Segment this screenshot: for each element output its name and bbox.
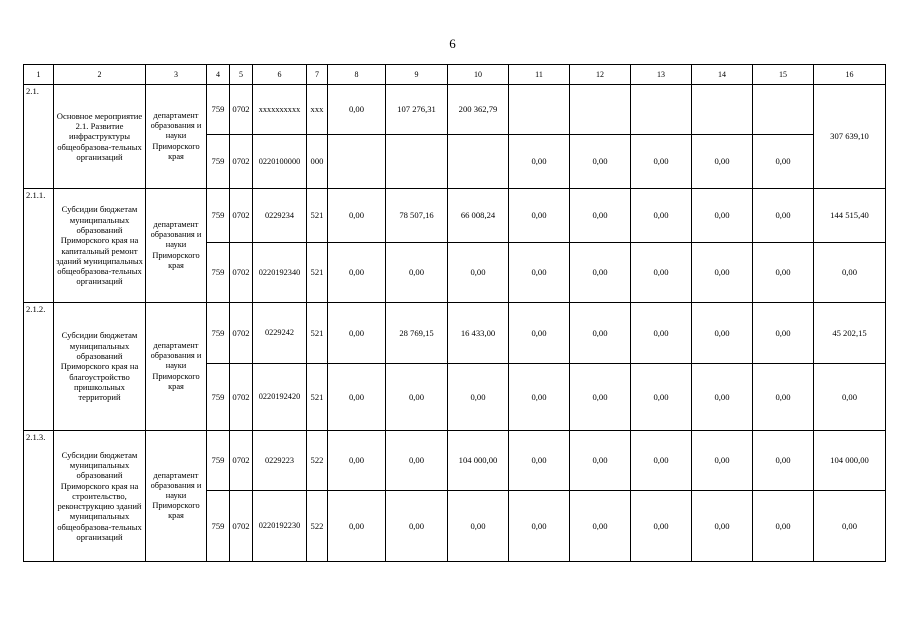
cell-value xyxy=(448,135,509,189)
column-header: 3 xyxy=(146,65,207,85)
column-header: 8 xyxy=(328,65,386,85)
cell-value: 0,00 xyxy=(386,491,448,562)
cell-value xyxy=(386,135,448,189)
cell-expense-type: 521 xyxy=(307,303,328,364)
item-number: 2.1.2. xyxy=(24,303,54,431)
cell-grbs: 759 xyxy=(207,189,230,243)
cell-value: 0,00 xyxy=(509,491,570,562)
cell-value: 0,00 xyxy=(509,431,570,491)
cell-total: 307 639,10 xyxy=(814,85,886,189)
cell-section-code: 0702 xyxy=(230,491,253,562)
cell-expense-type: 522 xyxy=(307,431,328,491)
cell-value xyxy=(570,85,631,135)
cell-expense-type: 521 xyxy=(307,189,328,243)
cell-value: 0,00 xyxy=(692,431,753,491)
cell-section-code: 0702 xyxy=(230,431,253,491)
cell-grbs: 759 xyxy=(207,431,230,491)
cell-value: 78 507,16 xyxy=(386,189,448,243)
column-header: 6 xyxy=(253,65,307,85)
cell-total: 104 000,00 xyxy=(814,431,886,491)
cell-value: 0,00 xyxy=(328,243,386,303)
cell-value: 0,00 xyxy=(328,189,386,243)
cell-value: 0,00 xyxy=(386,431,448,491)
column-header: 1 xyxy=(24,65,54,85)
cell-section-code: 0702 xyxy=(230,135,253,189)
cell-grbs: 759 xyxy=(207,85,230,135)
item-name: Субсидии бюджетам муниципальных образований Приморского края на благоустройство пришкольных территорий xyxy=(54,303,146,431)
column-header: 16 xyxy=(814,65,886,85)
table-row xyxy=(24,431,886,491)
responsible-department: департамент образования и науки Приморского края xyxy=(146,303,207,431)
cell-target-code: 0229242 xyxy=(253,303,307,364)
column-header: 7 xyxy=(307,65,328,85)
cell-value: 0,00 xyxy=(328,303,386,364)
cell-value: 0,00 xyxy=(570,491,631,562)
cell-section-code: 0702 xyxy=(230,85,253,135)
cell-value: 0,00 xyxy=(328,491,386,562)
cell-value: 0,00 xyxy=(631,364,692,431)
cell-value: 0,00 xyxy=(753,431,814,491)
cell-target-code: 0220192340 xyxy=(253,243,307,303)
column-header: 13 xyxy=(631,65,692,85)
cell-value: 0,00 xyxy=(448,491,509,562)
cell-expense-type: xxx xyxy=(307,85,328,135)
cell-value: 0,00 xyxy=(570,243,631,303)
item-number: 2.1. xyxy=(24,85,54,189)
cell-total: 0,00 xyxy=(814,243,886,303)
cell-value: 0,00 xyxy=(328,364,386,431)
column-header: 5 xyxy=(230,65,253,85)
column-header: 11 xyxy=(509,65,570,85)
cell-expense-type: 522 xyxy=(307,491,328,562)
item-name: Субсидии бюджетам муниципальных образований Приморского края на капитальный ремонт зданий муниципальных общеобразова-тельных организаций xyxy=(54,189,146,303)
column-header: 4 xyxy=(207,65,230,85)
table-row xyxy=(24,189,886,243)
cell-value: 0,00 xyxy=(386,243,448,303)
item-name: Субсидии бюджетам муниципальных образований Приморского края на строительство, реконструкцию зданий муниципальных общеобразова-тельных организаций xyxy=(54,431,146,562)
cell-value: 0,00 xyxy=(753,364,814,431)
cell-value: 0,00 xyxy=(753,135,814,189)
cell-target-code: xxxxxxxxxx xyxy=(253,85,307,135)
cell-total: 0,00 xyxy=(814,364,886,431)
cell-target-code: 0220100000 xyxy=(253,135,307,189)
cell-target-code: 0220192230 xyxy=(253,491,307,562)
cell-value: 0,00 xyxy=(692,243,753,303)
cell-value: 28 769,15 xyxy=(386,303,448,364)
cell-value xyxy=(509,85,570,135)
cell-value: 0,00 xyxy=(570,189,631,243)
cell-expense-type: 521 xyxy=(307,364,328,431)
cell-section-code: 0702 xyxy=(230,243,253,303)
cell-target-code: 0229223 xyxy=(253,431,307,491)
cell-value: 200 362,79 xyxy=(448,85,509,135)
column-header: 14 xyxy=(692,65,753,85)
cell-grbs: 759 xyxy=(207,303,230,364)
cell-value xyxy=(328,135,386,189)
cell-value xyxy=(753,85,814,135)
cell-value: 0,00 xyxy=(570,364,631,431)
cell-value: 0,00 xyxy=(692,135,753,189)
cell-target-code: 0229234 xyxy=(253,189,307,243)
cell-value: 0,00 xyxy=(631,243,692,303)
cell-value: 0,00 xyxy=(509,243,570,303)
cell-grbs: 759 xyxy=(207,491,230,562)
responsible-department: департамент образования и науки Приморского края xyxy=(146,189,207,303)
cell-value: 0,00 xyxy=(448,364,509,431)
header-row xyxy=(24,65,886,85)
cell-value xyxy=(631,85,692,135)
column-header: 15 xyxy=(753,65,814,85)
cell-value: 0,00 xyxy=(509,364,570,431)
responsible-department: департамент образования и науки Приморского края xyxy=(146,431,207,562)
cell-grbs: 759 xyxy=(207,364,230,431)
cell-total: 0,00 xyxy=(814,491,886,562)
table-row xyxy=(24,85,886,135)
cell-value: 0,00 xyxy=(692,364,753,431)
cell-section-code: 0702 xyxy=(230,189,253,243)
cell-value: 0,00 xyxy=(570,135,631,189)
cell-value: 0,00 xyxy=(509,303,570,364)
cell-section-code: 0702 xyxy=(230,303,253,364)
cell-total: 45 202,15 xyxy=(814,303,886,364)
cell-total: 144 515,40 xyxy=(814,189,886,243)
cell-value: 0,00 xyxy=(753,189,814,243)
cell-value: 0,00 xyxy=(570,303,631,364)
cell-value: 0,00 xyxy=(509,135,570,189)
cell-grbs: 759 xyxy=(207,243,230,303)
item-name: Основное мероприятие 2.1. Развитие инфраструктуры общеобразова-тельных организаций xyxy=(54,85,146,189)
cell-value: 107 276,31 xyxy=(386,85,448,135)
cell-value: 0,00 xyxy=(631,189,692,243)
cell-value: 0,00 xyxy=(631,303,692,364)
cell-value: 0,00 xyxy=(692,491,753,562)
cell-value xyxy=(692,85,753,135)
cell-value: 0,00 xyxy=(753,243,814,303)
column-header: 12 xyxy=(570,65,631,85)
cell-value: 0,00 xyxy=(692,189,753,243)
cell-expense-type: 521 xyxy=(307,243,328,303)
cell-grbs: 759 xyxy=(207,135,230,189)
item-number: 2.1.1. xyxy=(24,189,54,303)
column-header: 9 xyxy=(386,65,448,85)
item-number: 2.1.3. xyxy=(24,431,54,562)
cell-value: 0,00 xyxy=(448,243,509,303)
column-header: 2 xyxy=(54,65,146,85)
cell-value: 0,00 xyxy=(692,303,753,364)
column-header: 10 xyxy=(448,65,509,85)
cell-value: 0,00 xyxy=(570,431,631,491)
cell-section-code: 0702 xyxy=(230,364,253,431)
responsible-department: департамент образования и науки Приморского края xyxy=(146,85,207,189)
cell-value: 16 433,00 xyxy=(448,303,509,364)
table-row xyxy=(24,303,886,364)
budget-table xyxy=(23,64,886,562)
cell-value: 0,00 xyxy=(386,364,448,431)
cell-value: 0,00 xyxy=(509,189,570,243)
cell-value: 0,00 xyxy=(753,303,814,364)
cell-value: 104 000,00 xyxy=(448,431,509,491)
cell-expense-type: 000 xyxy=(307,135,328,189)
page-number: 6 xyxy=(449,36,456,51)
cell-value: 0,00 xyxy=(631,491,692,562)
cell-value: 0,00 xyxy=(753,491,814,562)
cell-value: 0,00 xyxy=(631,431,692,491)
cell-value: 66 008,24 xyxy=(448,189,509,243)
cell-target-code: 0220192420 xyxy=(253,364,307,431)
cell-value: 0,00 xyxy=(328,431,386,491)
cell-value: 0,00 xyxy=(328,85,386,135)
cell-value: 0,00 xyxy=(631,135,692,189)
